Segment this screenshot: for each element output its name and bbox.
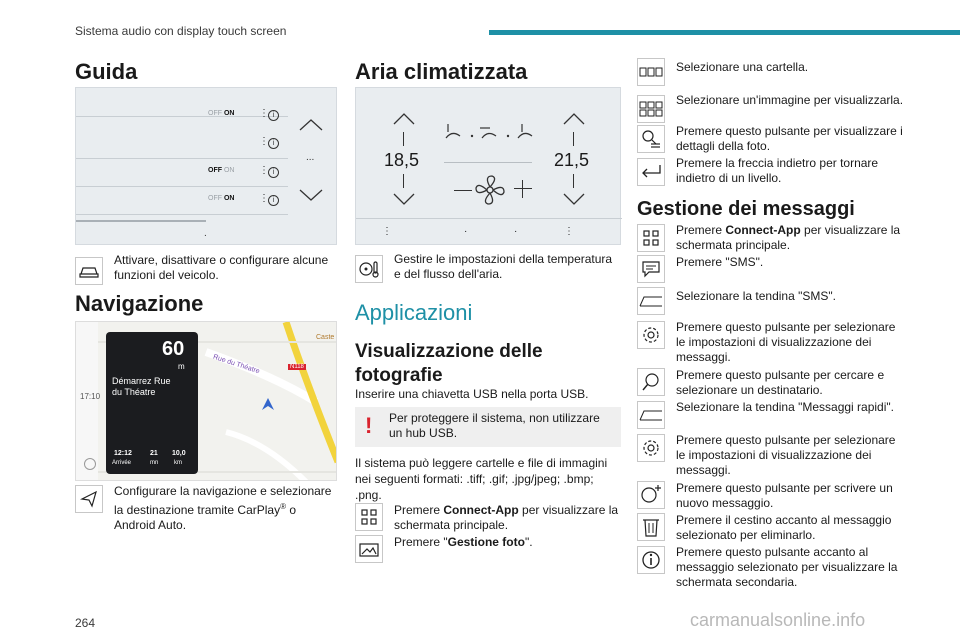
road-badge: N118 (290, 364, 304, 370)
settings-icon-box (637, 321, 665, 349)
back-arrow-icon-box (637, 158, 665, 186)
apps-grid-icon (361, 509, 377, 525)
minutes-value: 21 (150, 450, 158, 457)
right-temperature: 21,5 (554, 150, 590, 170)
chevron-down-icon[interactable] (298, 188, 324, 202)
sms-icon-box (637, 255, 665, 283)
climate-screen (355, 87, 621, 245)
position-arrow-icon (262, 398, 274, 410)
tab-icon-box (637, 401, 665, 429)
watermark: carmanualsonline.info (690, 610, 866, 630)
clock-label: 17:10 (80, 392, 101, 401)
back-arrow-icon (640, 164, 662, 180)
msg-item-3: Premere questo pulsante per selezionare le impostazioni di visualizzazione dei messaggi. (676, 320, 896, 364)
fan-minus-button[interactable] (454, 190, 472, 191)
tab-icon (639, 409, 663, 421)
settings-icon (641, 325, 661, 345)
header-accent-bar (489, 30, 960, 35)
turn-instruction-card (106, 332, 198, 474)
navigazione-description: Configurare la navigazione e selezionare la destinazione tramite CarPlay® o Android Auto. (114, 484, 332, 532)
fan-icon (474, 174, 506, 206)
kebab-icon[interactable]: ⋮ (259, 108, 269, 119)
section-title-navigazione: Navigazione (75, 291, 204, 316)
chevron-down-icon[interactable] (562, 192, 586, 206)
instruction-line-2: du Théatre (112, 387, 156, 397)
section-title-applicazioni: Applicazioni (355, 300, 473, 325)
home-button[interactable] (84, 458, 96, 470)
search-icon (641, 372, 661, 392)
section-title-messaggi: Gestione dei messaggi (637, 198, 855, 220)
chevron-up-icon[interactable] (392, 112, 416, 126)
msg-item-0: Premere Connect-App per visualizzare la schermata principale. (676, 223, 901, 252)
col3-item-3: Premere la freccia indietro per tornare indietro di un livello. (676, 156, 879, 185)
info-icon-box (637, 546, 665, 574)
msg-item-7: Premere questo pulsante per scrivere un nuovo messaggio. (676, 481, 893, 510)
foto-step-2: Premere "Gestione foto". (394, 535, 533, 549)
warning-box (355, 407, 621, 447)
page-number: 264 (75, 616, 96, 630)
sms-icon (641, 260, 661, 278)
km-label: km (174, 460, 182, 466)
navigation-map (75, 321, 337, 481)
msg-apps-icon-box (637, 224, 665, 252)
navigation-icon-box (75, 485, 103, 513)
info-icon (641, 550, 661, 570)
climate-fan-thermometer-icon (358, 260, 380, 278)
image-grid-icon (639, 101, 663, 117)
guida-description: Attivare, disattivare o configurare alcune funzioni del veicolo. (114, 253, 329, 282)
distance-value: 60 (162, 338, 185, 360)
warning-text: Per proteggere il sistema, non utilizzare un hub USB. (389, 411, 600, 440)
aria-description: Gestire le impostazioni della temperatura e del flusso dell'aria. (394, 252, 613, 281)
info-icon[interactable]: i (268, 195, 279, 206)
msg-item-6: Premere questo pulsante per selezionare le impostazioni di visualizzazione dei messaggi. (676, 433, 896, 477)
distance-unit: m (178, 362, 185, 371)
chevron-up-icon[interactable] (562, 112, 586, 126)
settings-icon (641, 438, 661, 458)
info-icon[interactable]: i (268, 167, 279, 178)
page-dot: · (464, 226, 468, 237)
msg-item-2: Selezionare la tendina "SMS". (676, 289, 836, 303)
info-icon[interactable]: i (268, 110, 279, 121)
msg-item-8: Premere il cestino accanto al messaggio selezionato per eliminarlo. (676, 513, 892, 542)
place-label: Caste (316, 334, 335, 341)
arrival-label: Arrivée (112, 460, 132, 466)
arrival-time: 12:12 (114, 450, 132, 457)
instruction-line-1: Démarrez Rue (112, 376, 171, 386)
guida-screen (75, 87, 337, 245)
car-icon (79, 264, 99, 278)
chevron-up-icon[interactable] (298, 118, 324, 132)
toggle-row-1[interactable]: OFF ON (208, 110, 235, 117)
folders-icon (639, 66, 663, 78)
kebab-icon[interactable]: ⋮ (259, 136, 269, 147)
km-value: 10,0 (172, 450, 186, 457)
minutes-label: mn (150, 460, 159, 466)
foto-intro: Inserire una chiavetta USB nella porta USB. (355, 387, 589, 401)
chevron-down-icon[interactable] (392, 192, 416, 206)
new-message-icon-box (637, 481, 665, 509)
toggle-row-3[interactable]: OFF ON (208, 167, 235, 174)
apps-grid-icon (643, 230, 659, 246)
tab-icon (639, 295, 663, 307)
msg-item-5: Selezionare la tendina "Messaggi rapidi". (676, 400, 894, 414)
settings-icon-box (637, 434, 665, 462)
photo-manager-icon (359, 541, 379, 557)
more-icon[interactable]: ... (306, 152, 315, 163)
toggle-row-4[interactable]: OFF ON (208, 195, 235, 202)
details-icon (641, 129, 661, 149)
street-label: Rue du Théatre (212, 353, 261, 376)
folders-icon-box (637, 58, 665, 86)
kebab-icon[interactable]: ⋮ (564, 226, 574, 237)
col3-item-2: Premere questo pulsante per visualizzare i dettagli della foto. (676, 124, 903, 153)
trash-icon (642, 517, 660, 537)
kebab-icon[interactable]: ⋮ (382, 226, 392, 237)
section-title-guida: Guida (75, 59, 138, 84)
new-message-icon (640, 485, 662, 505)
col3-item-1: Selezionare un'immagine per visualizzarla. (676, 93, 904, 107)
page-dot: . (204, 228, 207, 239)
foto-formats: Il sistema può leggere cartelle e file di immagini nei seguenti formati: .tiff; .gif; .jpg/jpeg; .bmp; .png. (355, 456, 608, 502)
navigation-arrow-icon (80, 490, 98, 508)
airflow-modes[interactable] (442, 122, 542, 144)
info-icon[interactable]: i (268, 138, 279, 149)
subsection-title-foto: Visualizzazione delle fotografie (355, 341, 543, 386)
trash-icon-box (637, 513, 665, 541)
col3-item-0: Selezionare una cartella. (676, 60, 809, 74)
left-temperature: 18,5 (384, 150, 420, 170)
header-title: Sistema audio con display touch screen (75, 24, 287, 38)
page-dot: · (514, 226, 518, 237)
photo-manager-icon-box (355, 535, 383, 563)
kebab-icon[interactable]: ⋮ (259, 193, 269, 204)
details-icon-box (637, 125, 665, 153)
kebab-icon[interactable]: ⋮ (259, 165, 269, 176)
climate-icon-box (355, 255, 383, 283)
fan-plus-button[interactable] (514, 180, 532, 198)
search-icon-box (637, 368, 665, 396)
warning-icon: ! (365, 413, 373, 438)
connect-app-icon-box (355, 503, 383, 531)
page-header (0, 0, 960, 44)
scroll-indicator (76, 220, 206, 222)
msg-item-4: Premere questo pulsante per cercare e selezionare un destinatario. (676, 368, 885, 397)
msg-item-1: Premere "SMS". (676, 255, 764, 269)
foto-step-1: Premere Connect-App per visualizzare la schermata principale. (394, 503, 619, 532)
tab-icon-box (637, 287, 665, 315)
temperature-divider (444, 162, 532, 163)
msg-item-9: Premere questo pulsante accanto al messaggio selezionato per visualizzare la schermata secondaria. (676, 545, 898, 589)
airflow-face-icon (480, 128, 496, 138)
airflow-feet-icon (518, 124, 532, 138)
vehicle-icon-box (75, 257, 103, 285)
airflow-up-icon (446, 124, 460, 138)
section-title-aria: Aria climatizzata (355, 59, 528, 84)
image-grid-icon-box (637, 95, 665, 123)
